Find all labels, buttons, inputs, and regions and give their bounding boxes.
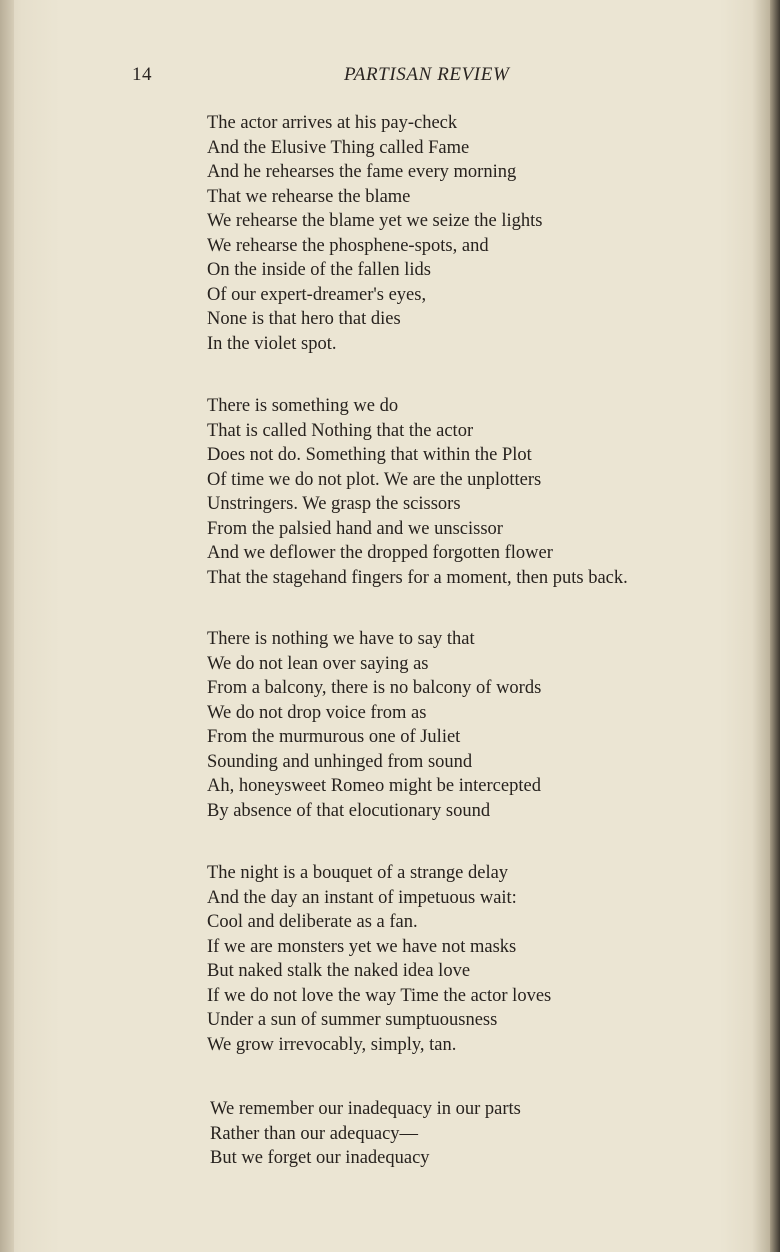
poem-line: That is called Nothing that the actor (207, 420, 474, 441)
poem-line: By absence of that elocutionary sound (207, 800, 491, 821)
poem-line: Unstringers. We grasp the scissors (207, 494, 461, 514)
page-number: 14 (132, 64, 152, 85)
poem-line: From the murmurous one of Juliet (207, 727, 461, 747)
poem-line: That we rehearse the blame (207, 186, 411, 207)
poem-line: None is that hero that dies (207, 309, 401, 329)
stanza-4 (207, 861, 551, 1057)
poem-line: We rehearse the phosphene-spots, and (207, 235, 489, 256)
poem-line: We remember our inadequacy in our parts (210, 1099, 521, 1119)
poem-line: But we forget our inadequacy (210, 1148, 430, 1168)
poem-line: In the violet spot. (207, 333, 337, 354)
page-gutter (0, 0, 14, 1252)
poem-line: That the stagehand fingers for a moment, then puts back. (207, 567, 628, 588)
poem-line: Does not do. Something that within the Plot (207, 445, 532, 465)
stanza-1 (207, 111, 542, 356)
poem-line: Sounding and unhinged from sound (207, 751, 473, 772)
poem-line: We do not lean over saying as (207, 653, 429, 674)
stanza-5 (210, 1097, 521, 1171)
poem-line: If we do not love the way Time the actor loves (207, 985, 552, 1006)
poem-line: Of time we do not plot. We are the unplotters (207, 469, 542, 490)
poem-line: There is nothing we have to say that (207, 629, 475, 649)
poem-line: Cool and deliberate as a fan. (207, 912, 418, 932)
poem-line: From a balcony, there is no balcony of words (207, 678, 542, 698)
poem-line: Rather than our adequacy— (210, 1123, 419, 1144)
poem-line: The actor arrives at his pay-check (207, 113, 458, 133)
poem-line: From the palsied hand and we unscissor (207, 518, 503, 539)
poem-line: On the inside of the fallen lids (207, 260, 432, 280)
poem-line: And he rehearses the fame every morning (207, 162, 517, 182)
poem-line: We do not drop voice from as (207, 702, 427, 723)
poem-line: The night is a bouquet of a strange delay (207, 863, 509, 883)
poem-line: Under a sun of summer sumptuousness (207, 1010, 498, 1030)
poem-line: If we are monsters yet we have not masks (207, 936, 517, 957)
poem-line: There is something we do (207, 396, 399, 416)
poem-line: We grow irrevocably, simply, tan. (207, 1034, 457, 1055)
poem-line: But naked stalk the naked idea love (207, 961, 471, 981)
poem-line: Ah, honeysweet Romeo might be intercepted (207, 776, 541, 796)
stanza-3 (207, 627, 541, 823)
poem-line: And the Elusive Thing called Fame (207, 137, 470, 158)
poem-line: Of our expert-dreamer's eyes, (207, 284, 427, 305)
page-edge-shadow (770, 0, 780, 1252)
poem-line: And we deflower the dropped forgotten flower (207, 543, 553, 563)
stanza-2 (207, 394, 628, 590)
running-title: PARTISAN REVIEW (344, 64, 510, 85)
poem-line: And the day an instant of impetuous wait: (207, 887, 517, 908)
poem-line: We rehearse the blame yet we seize the lights (207, 211, 543, 231)
